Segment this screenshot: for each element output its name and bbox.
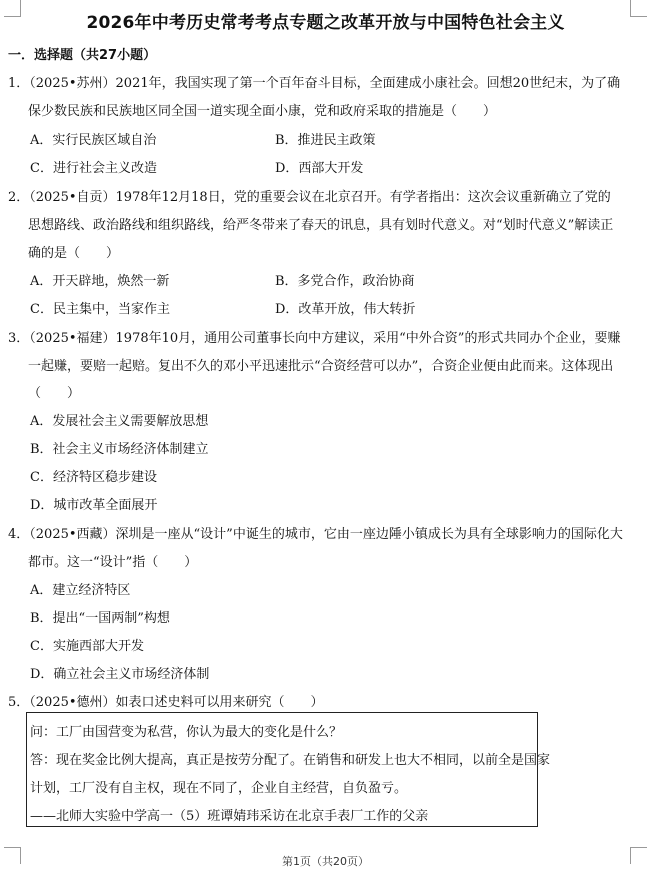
page-title: 2026年中考历史常考考点专题之改革开放与中国特色社会主义: [86, 13, 565, 33]
question-4-option-a[interactable]: A．建立经济特区: [30, 583, 131, 598]
question-4-option-b[interactable]: B．提出“一国两制”构想: [30, 611, 170, 626]
question-1-line-1: 1．（2025•苏州）2021年，我国实现了第一个百年奋斗目标，全面建成小康社会。回想20世纪末，为了确: [8, 76, 621, 91]
question-2-option-a[interactable]: A．开天辟地，焕然一新: [30, 274, 170, 289]
question-3-option-c[interactable]: C．经济特区稳步建设: [30, 470, 157, 485]
question-1-option-c[interactable]: C．进行社会主义改造: [30, 161, 157, 176]
question-2-option-b[interactable]: B．多党合作，政治协商: [275, 274, 415, 289]
question-4-option-d[interactable]: D．确立社会主义市场经济体制: [30, 667, 210, 682]
material-answer-line-1: 答：现在奖金比例大提高，真正是按劳分配了。在销售和研发上也大不相同，以前全是国家: [30, 753, 551, 768]
question-1-option-b[interactable]: B．推进民主政策: [275, 133, 376, 148]
question-4-line-1: 4．（2025•西藏）深圳是一座从“设计”中诞生的城市，它由一座边陲小镇成长为具有全球影响力的国际化大: [8, 527, 623, 542]
question-1-option-a[interactable]: A．实行民族区域自治: [30, 133, 157, 148]
page-footer: 第1页（共20页）: [282, 855, 369, 868]
question-3-option-b[interactable]: B．社会主义市场经济体制建立: [30, 442, 209, 457]
question-3-option-d[interactable]: D．城市改革全面展开: [30, 498, 158, 513]
question-2-option-d[interactable]: D．改革开放，伟大转折: [275, 302, 416, 317]
question-4-option-c[interactable]: C．实施西部大开发: [30, 639, 144, 654]
material-source: ——北师大实验中学高一（5）班谭婧玮采访在北京手表厂工作的父亲: [30, 809, 429, 824]
material-answer-line-2: 计划，工厂没有自主权，现在不同了，企业自主经营，自负盈亏。: [30, 781, 408, 796]
question-3-line-1: 3．（2025•福建）1978年10月，通用公司董事长向中方建议，采用“中外合资”的形式共同办个企业，要赚: [8, 331, 621, 346]
section-heading: 一．选择题（共27小题）: [8, 48, 157, 63]
question-2-line-3: 确的是（ ）: [28, 246, 120, 261]
question-1-line-2: 保少数民族和民族地区同全国一道实现全面小康，党和政府采取的措施是（ ）: [28, 104, 497, 119]
material-question: 问：工厂由国营变为私营，你认为最大的变化是什么？: [30, 725, 343, 740]
question-3-option-a[interactable]: A．发展社会主义需要解放思想: [30, 414, 209, 429]
question-2-line-2: 思想路线、政治路线和组织路线，给严冬带来了春天的讯息，具有划时代意义。对“划时代意义”解读正: [28, 218, 614, 233]
question-2-line-1: 2．（2025•自贡）1978年12月18日，党的重要会议在北京召开。有学者指出：这次会议重新确立了党的: [8, 190, 611, 205]
question-3-line-3: （ ）: [28, 386, 81, 401]
question-5-line-1: 5．（2025•德州）如表口述史料可以用来研究（ ）: [8, 695, 324, 710]
question-1-option-d[interactable]: D．西部大开发: [275, 161, 364, 176]
question-4-line-2: 都市。这一“设计”指（ ）: [28, 555, 198, 570]
question-3-line-2: 一起赚，要赔一起赔。复出不久的邓小平迅速批示“合资经营可以办”，合资企业便由此而来。这体现出: [28, 359, 614, 374]
question-2-option-c[interactable]: C．民主集中，当家作主: [30, 302, 170, 317]
